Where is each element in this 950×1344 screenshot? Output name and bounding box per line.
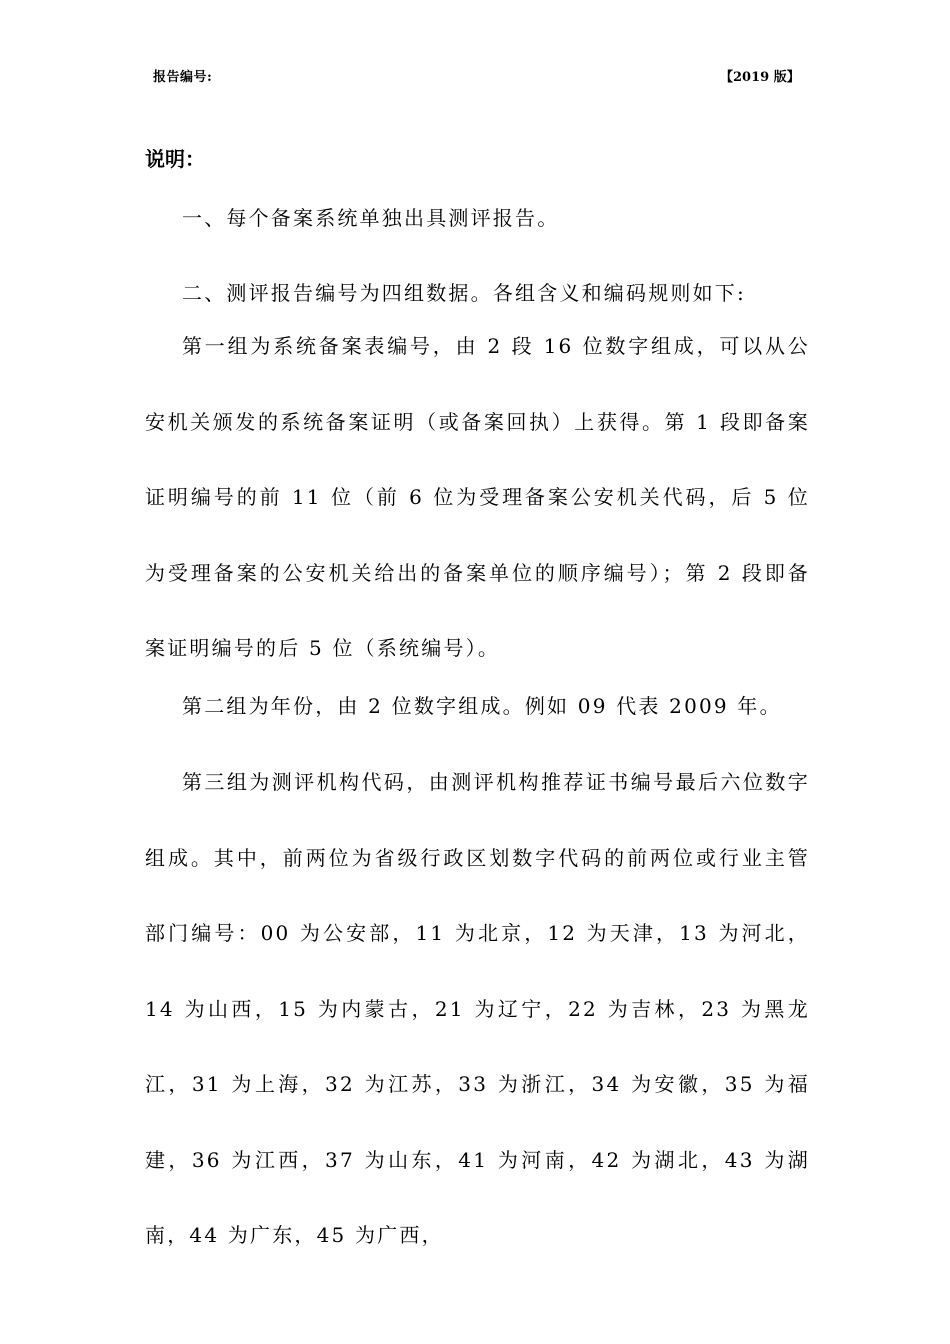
paragraph-1: 一、每个备案系统单独出具测评报告。 [182, 206, 560, 230]
paragraph-2: 二、测评报告编号为四组数据。各组含义和编码规则如下: [182, 281, 746, 305]
paragraph-3: 第一组为系统备案表编号，由 2 段 16 位数字组成，可以从公安机关颁发的系统备案证明（或备案回执）上获得。第 1 段即备案证明编号的前 11 位（前 6 位为受理备案公安机关代码，后 5 位为受理备案的公安机关给出的备案单位的顺序编号）；第 2 段即备案证明编号的后 5 位（系统编号）。 [145, 334, 810, 660]
paragraph-4: 第二组为年份，由 2 位数字组成。例如 09 代表 2009 年。 [182, 694, 782, 718]
report-number-label: 报告编号: [153, 70, 213, 85]
paragraph-5: 第三组为测评机构代码，由测评机构推荐证书编号最后六位数字组成。其中，前两位为省级行政区划数字代码的前两位或行业主管部门编号：00 为公安部，11 为北京，12 为天津，13 为河北，14 为山西，15 为内蒙古，21 为辽宁，22 为吉林，23 为黑龙江，31 为上海，32 为江苏，33 为浙江，34 为安徽，35 为福建，36 为江西，37 为山东，41 为河南，42 为湖北，43 为湖南，44 为广东，45 为广西， [145, 770, 810, 1247]
section-title: 说明： [145, 147, 205, 171]
edition-label: 【2019 版】 [720, 70, 800, 85]
